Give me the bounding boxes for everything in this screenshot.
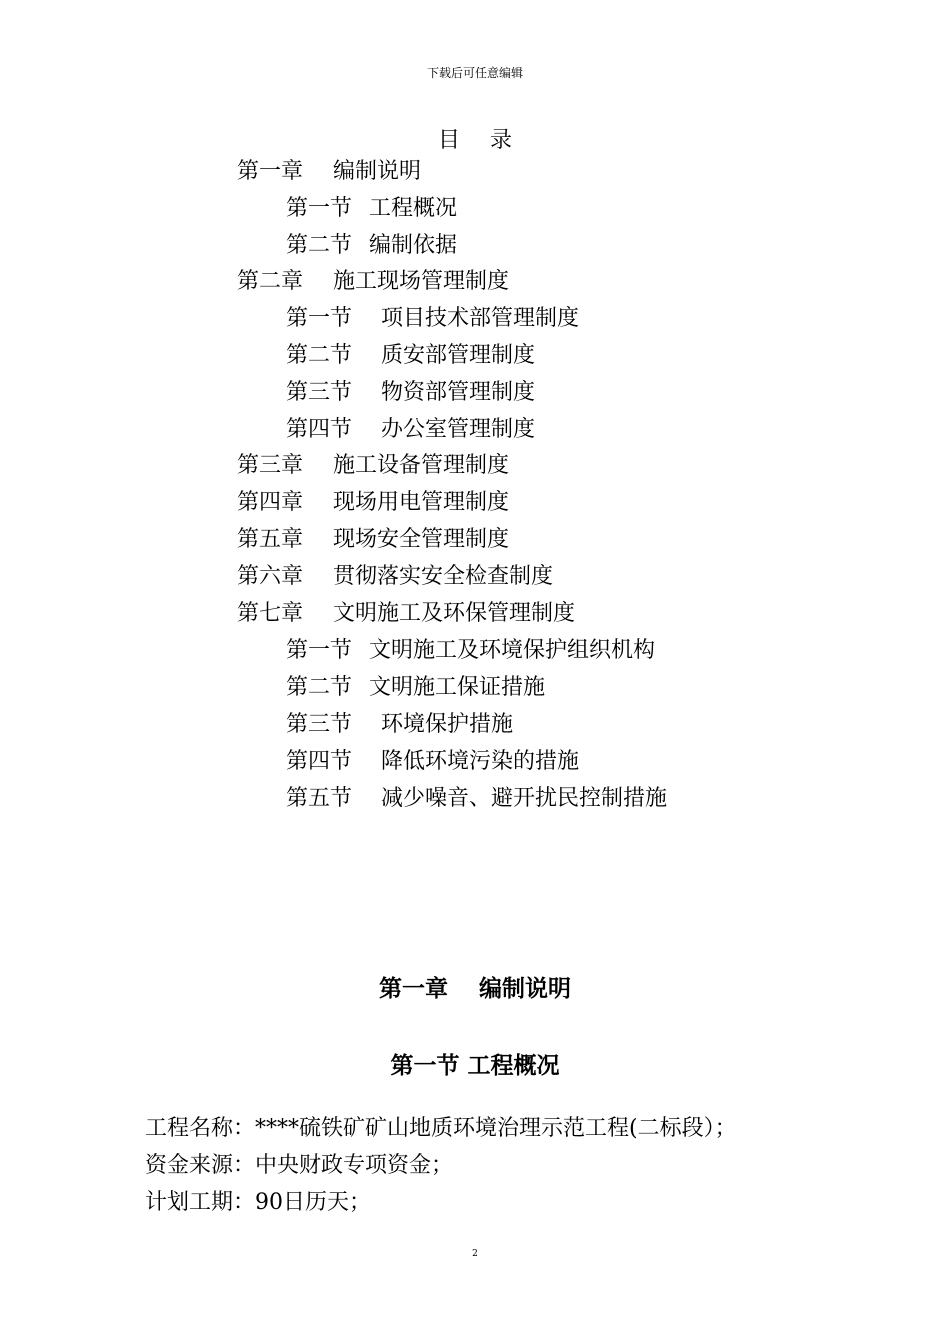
toc-entry-number: 第四节	[286, 749, 353, 774]
chapter-heading: 第一章 编制说明	[378, 975, 571, 1002]
toc-entry-number: 第二节	[286, 343, 353, 368]
toc-entry-section[interactable]	[286, 633, 655, 669]
toc-entry-number: 第五节	[286, 786, 353, 811]
toc-entry-chapter-7[interactable]	[237, 596, 575, 632]
toc-entry-text: 文明施工保证措施	[369, 675, 546, 700]
toc-entry-section[interactable]	[286, 191, 457, 227]
toc-entry-number: 第七章	[237, 601, 304, 626]
toc-entry-number: 第一节	[286, 196, 353, 221]
toc-entry-text: 工程概况	[369, 196, 458, 221]
toc-entry-text: 办公室管理制度	[381, 417, 536, 442]
body-line-planned-duration: 计划工期：90日历天；	[145, 1190, 371, 1215]
toc-entry-section[interactable]	[286, 338, 535, 374]
toc-entry-text: 物资部管理制度	[381, 380, 536, 405]
toc-entry-text: 贯彻落实安全检查制度	[333, 564, 554, 589]
toc-entry-number: 第四节	[286, 417, 353, 442]
toc-entry-number: 第二章	[237, 269, 304, 294]
toc-entry-section[interactable]	[286, 375, 535, 411]
toc-entry-number: 第一节	[286, 638, 353, 663]
toc-entry-chapter-4[interactable]	[237, 485, 509, 521]
toc-entry-number: 第三节	[286, 380, 353, 405]
toc-entry-number: 第三章	[237, 453, 304, 478]
toc-entry-chapter-3[interactable]	[237, 448, 509, 484]
toc-entry-number: 第二节	[286, 675, 353, 700]
toc-entry-text: 文明施工及环境保护组织机构	[369, 638, 656, 663]
page-number: 2	[472, 1249, 478, 1259]
toc-entry-chapter-2[interactable]	[237, 264, 509, 300]
toc-entry-number: 第二节	[286, 233, 353, 258]
toc-entry-number: 第四章	[237, 490, 304, 515]
toc-entry-number: 第三节	[286, 712, 353, 737]
toc-entry-text: 编制依据	[369, 233, 458, 258]
section-heading: 第一节 工程概况	[390, 1052, 560, 1079]
toc-entry-chapter-1[interactable]	[237, 154, 421, 190]
toc-entry-text: 项目技术部管理制度	[381, 306, 580, 331]
toc-entry-text: 降低环境污染的措施	[381, 749, 580, 774]
toc-entry-section[interactable]	[286, 707, 513, 743]
toc-entry-section[interactable]	[286, 670, 545, 706]
toc-entry-section[interactable]	[286, 228, 457, 264]
header-note: 下载后可任意编辑	[426, 66, 523, 80]
body-line-funding-source: 资金来源：中央财政专项资金；	[145, 1153, 454, 1178]
body-line-project-name: 工程名称：****硫铁矿矿山地质环境治理示范工程(二标段）；	[145, 1116, 737, 1141]
toc-entry-number: 第六章	[237, 564, 304, 589]
toc-entry-section[interactable]	[286, 301, 579, 337]
toc-entry-chapter-6[interactable]	[237, 559, 553, 595]
toc-entry-section[interactable]	[286, 412, 535, 448]
toc-entry-number: 第一节	[286, 306, 353, 331]
toc-entry-text: 减少噪音、避开扰民控制措施	[381, 786, 668, 811]
toc-entry-text: 环境保护措施	[381, 712, 514, 737]
toc-entry-text: 编制说明	[333, 159, 422, 184]
toc-entry-text: 施工现场管理制度	[333, 269, 510, 294]
toc-entry-section[interactable]	[286, 781, 667, 817]
toc-title	[0, 123, 950, 154]
toc-entry-section[interactable]	[286, 744, 579, 780]
toc-entry-text: 施工设备管理制度	[333, 453, 510, 478]
toc-title-left: 目	[437, 128, 460, 153]
toc-entry-text: 现场安全管理制度	[333, 527, 510, 552]
toc-entry-number: 第一章	[237, 159, 304, 184]
toc-entry-text: 文明施工及环保管理制度	[333, 601, 576, 626]
toc-entry-text: 现场用电管理制度	[333, 490, 510, 515]
toc-title-right: 录	[490, 128, 513, 153]
toc-entry-chapter-5[interactable]	[237, 522, 509, 558]
toc-entry-number: 第五章	[237, 527, 304, 552]
toc-entry-text: 质安部管理制度	[381, 343, 536, 368]
